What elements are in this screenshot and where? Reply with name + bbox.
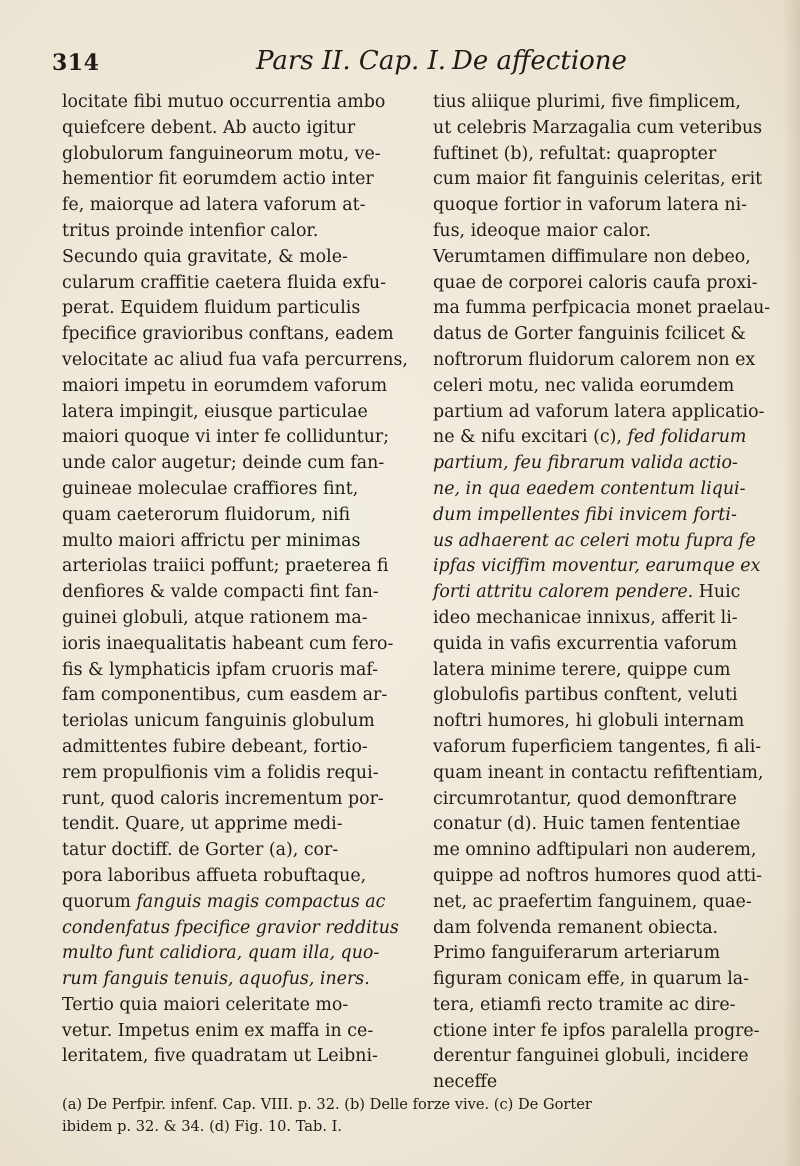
text-line [433,245,781,271]
roman-segment: quorum [62,891,137,912]
text-line [433,812,781,838]
roman-segment: tendit. Quare, ut apprime medi- [62,814,343,835]
page-edge-shadow [782,0,800,1166]
roman-segment: Primo fanguiferarum arteriarum [433,943,721,964]
text-line [433,167,781,193]
roman-segment: tritus proinde intenfior calor. [62,220,319,241]
roman-segment: runt, quod caloris incrementum por- [62,788,384,809]
roman-segment: celeri motu, nec valida eorumdem [433,375,735,396]
text-line [433,90,781,116]
text-line [433,193,781,219]
text-line [62,529,410,555]
text-line [433,916,781,942]
roman-segment: maiori impetu in eorumdem vaforum [62,375,388,396]
roman-segment: maiori quoque vi inter fe colliduntur; [62,427,390,448]
roman-segment: latera minime terere, quippe cum [433,659,731,680]
roman-segment: quiefcere debent. Ab aucto igitur [62,117,356,138]
roman-segment: cum maior fit fanguinis celeritas, erit [433,169,763,190]
roman-segment: conatur (d). Huic tamen fententiae [433,814,741,835]
text-line [62,709,410,735]
text-line [433,1070,781,1096]
text-line [433,400,781,426]
text-line [433,735,781,761]
roman-segment: ma fumma perfpicacia monet praelau- [433,298,771,319]
right-text-column [433,90,781,1096]
italic-segment: ipfas viciffim moventur, earumque ex [433,556,761,577]
roman-segment: Huic [693,582,741,603]
text-line [433,529,781,555]
roman-segment: me omnino adftipulari non auderem, [433,840,757,861]
footnote-line-1: (a) De Perfpir. infenf. Cap. VIII. p. 32. (b) Delle forze vive. (c) De Gorter [62,1096,592,1113]
roman-segment: quida in vafis excurrentia vaforum [433,633,738,654]
text-line [433,890,781,916]
italic-segment: multo funt calidiora, quam illa, quo- [62,943,380,964]
roman-segment: datus de Gorter fanguinis fcilicet & [433,324,746,345]
text-line [62,400,410,426]
roman-segment: rem propulfionis vim a folidis requi- [62,762,379,783]
roman-segment: tera, etiamfi recto tramite ac dire- [433,994,736,1015]
roman-segment: fe, maiorque ad latera vaforum at- [62,195,366,216]
page-number: 314 [52,50,100,76]
text-line [62,761,410,787]
roman-segment: locitate fibi mutuo occurrentia ambo [62,92,386,112]
footnote-line-2: ibidem p. 32. & 34. (d) Fig. 10. Tab. I. [62,1118,343,1135]
text-line [62,1019,410,1045]
text-line [433,116,781,142]
text-line [62,296,410,322]
roman-segment: velocitate ac aliud fua vafa percurrens, [62,349,408,370]
roman-segment: unde calor augetur; deinde cum fan- [62,453,385,474]
text-line [62,116,410,142]
text-line [433,632,781,658]
roman-segment: noftrorum fluidorum calorem non ex [433,349,756,370]
roman-segment: derentur fanguinei globuli, incidere [433,1046,749,1067]
text-line [62,838,410,864]
roman-segment: perat. Equidem fluidum particulis [62,298,361,319]
text-line [62,322,410,348]
running-title-right: De affectione [452,46,627,76]
italic-segment: condenfatus fpecifice gravior redditus [62,917,399,938]
text-line [62,554,410,580]
text-line [433,864,781,890]
roman-segment: quam ineant in contactu refiftentiam, [433,762,764,783]
text-line [62,374,410,400]
roman-segment: Tertio quia maiori celeritate mo- [62,994,349,1015]
roman-segment: partium ad vaforum latera applicatio- [433,401,765,422]
roman-segment: denfiores & valde compacti fint fan- [62,582,379,603]
roman-segment: fus, ideoque maior calor. [433,220,652,241]
text-line [433,838,781,864]
roman-segment: vaforum fuperficiem tangentes, fi ali- [433,736,762,757]
italic-segment: rum fanguis tenuis, aquofus, iners. [62,969,370,990]
text-line [62,451,410,477]
text-line [62,632,410,658]
roman-segment: neceffe [433,1072,498,1093]
roman-segment: circumrotantur, quod demonftrare [433,788,737,809]
roman-segment: quae de corporei caloris caufa proxi- [433,272,758,293]
roman-segment: net, ac praefertim fanguinem, quae- [433,891,752,912]
text-line [62,580,410,606]
roman-segment: Secundo quia gravitate, & mole- [62,246,348,267]
roman-segment: figuram conicam effe, in quarum la- [433,969,750,990]
roman-segment: fuftinet (b), refultat: quapropter [433,143,717,164]
text-line [62,348,410,374]
roman-segment: noftri humores, hi globuli internam [433,711,745,732]
text-line [62,503,410,529]
text-line [433,477,781,503]
roman-segment: quippe ad noftros humores quod atti- [433,865,763,886]
italic-segment: fanguis magis compactus ac [136,891,386,912]
text-line [433,425,781,451]
text-line [433,967,781,993]
text-line [433,219,781,245]
roman-segment: quam caeterorum fluidorum, nifi [62,504,351,525]
text-line [62,890,410,916]
text-line [433,1019,781,1045]
roman-segment: leritatem, five quadratam ut Leibni- [62,1046,378,1067]
text-line [433,606,781,632]
text-line [62,245,410,271]
text-line [62,90,410,116]
text-line [433,683,781,709]
text-line [433,451,781,477]
roman-segment: fis & lymphaticis ipfam cruoris maf- [62,659,379,680]
roman-segment: teriolas unicum fanguinis globulum [62,711,375,732]
roman-segment: pora laboribus affueta robuftaque, [62,865,367,886]
roman-segment: guineae moleculae craffiores fint, [62,478,359,499]
italic-segment: us adhaerent ac celeri motu fupra fe [433,530,756,551]
text-line [62,477,410,503]
text-line [62,142,410,168]
text-line [433,322,781,348]
roman-segment: quoque fortior in vaforum latera ni- [433,195,748,216]
text-line [433,941,781,967]
roman-segment: Verumtamen diffimulare non debeo, [433,246,751,267]
roman-segment: ut celebris Marzagalia cum veteribus [433,117,763,138]
running-title: Pars II. Cap. I. [256,46,447,76]
text-line [62,864,410,890]
footnotes [62,1094,782,1138]
text-line [433,374,781,400]
text-line [62,941,410,967]
text-line [433,142,781,168]
roman-segment: dam folvenda remanent obiecta. [433,917,719,938]
text-line [62,271,410,297]
roman-segment: fpecifice gravioribus conftans, eadem [62,324,394,345]
roman-segment: admittentes fubire debeant, fortio- [62,736,368,757]
text-line [433,658,781,684]
roman-segment: ioris inaequalitatis habeant cum fero- [62,633,394,654]
text-line [433,761,781,787]
italic-segment: ne, in qua eaedem contentum liqui- [433,478,746,499]
roman-segment: tatur doctiff. de Gorter (a), cor- [62,840,339,861]
text-line [62,735,410,761]
text-line [62,658,410,684]
text-line [62,683,410,709]
text-line [433,1044,781,1070]
text-line [433,271,781,297]
text-line [62,993,410,1019]
left-text-column [62,90,410,1070]
text-line [433,348,781,374]
roman-segment: vetur. Impetus enim ex maffa in ce- [62,1020,374,1041]
roman-segment: hementior fit eorumdem actio inter [62,169,374,190]
text-line [62,606,410,632]
text-line [433,709,781,735]
roman-segment: guinei globuli, atque rationem ma- [62,607,368,628]
italic-segment: fed folidarum [627,427,747,448]
text-line [62,812,410,838]
italic-segment: forti attritu calorem pendere. [433,582,694,603]
text-line [433,993,781,1019]
text-line [62,425,410,451]
italic-segment: dum impellentes fibi invicem forti- [433,504,737,525]
text-line [433,787,781,813]
text-line [433,554,781,580]
text-line [62,916,410,942]
roman-segment: ctione inter fe ipfos paralella progre- [433,1020,760,1041]
roman-segment: ideo mechanicae innixus, afferit li- [433,607,738,628]
text-line [62,1044,410,1070]
text-line [62,787,410,813]
italic-segment: partium, feu fibrarum valida actio- [433,453,738,474]
text-line [62,219,410,245]
roman-segment: fam componentibus, cum easdem ar- [62,685,388,706]
roman-segment: cularum craffitie caetera fluida exfu- [62,272,387,293]
text-line [62,967,410,993]
roman-segment: latera impingit, eiusque particulae [62,401,368,422]
text-line [62,193,410,219]
text-line [433,296,781,322]
roman-segment: tius aliique plurimi, five fimplicem, [433,92,741,112]
roman-segment: multo maiori affrictu per minimas [62,530,361,551]
text-line [62,167,410,193]
roman-segment: arteriolas traiici poffunt; praeterea fi [62,556,389,577]
text-line [433,503,781,529]
roman-segment: globulorum fanguineorum motu, ve- [62,143,381,164]
roman-segment: ne & nifu excitari (c), [433,427,628,448]
roman-segment: globulofis partibus conftent, veluti [433,685,738,706]
text-line [433,580,781,606]
